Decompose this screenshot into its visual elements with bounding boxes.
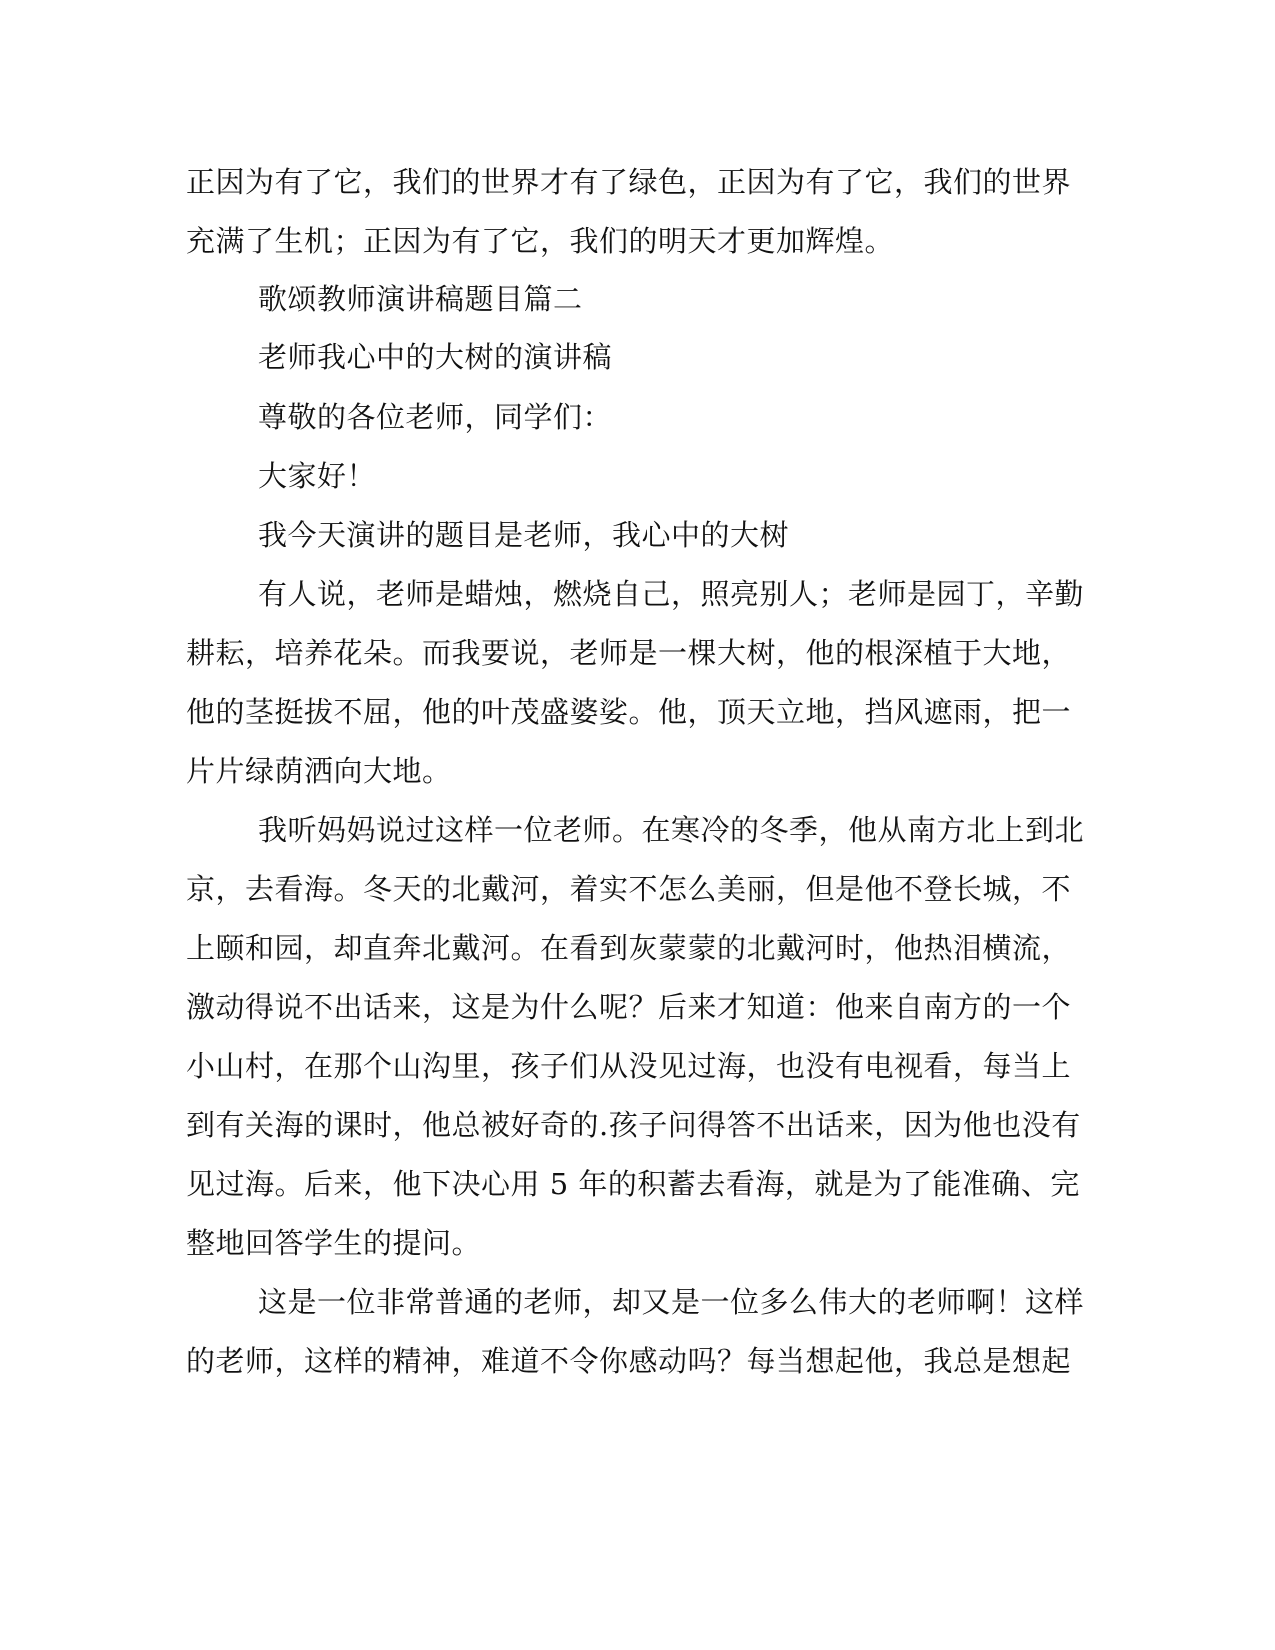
body-line: 这是一位非常普通的老师，却又是一位多么伟大的老师啊！这样 <box>258 1285 1085 1319</box>
speech-title: 老师我心中的大树的演讲稿 <box>258 340 613 374</box>
body-line: 的老师，这样的精神，难道不令你感动吗？每当想起他，我总是想起 <box>186 1344 1072 1378</box>
body-line: 他的茎挺拔不屈，他的叶茂盛婆娑。他，顶天立地，挡风遮雨，把一 <box>186 695 1072 729</box>
salutation: 尊敬的各位老师，同学们： <box>258 400 613 434</box>
body-line: 片片绿荫洒向大地。 <box>186 754 452 788</box>
body-line: 见过海。后来，他下决心用 5 年的积蓄去看海，就是为了能准确、完 <box>186 1167 1080 1201</box>
body-line: 有人说，老师是蜡烛，燃烧自己，照亮别人；老师是园丁，辛勤 <box>258 577 1085 611</box>
body-line: 耕耘，培养花朵。而我要说，老师是一棵大树，他的根深植于大地， <box>186 636 1072 670</box>
body-line: 激动得说不出话来，这是为什么呢？后来才知道：他来自南方的一个 <box>186 990 1072 1024</box>
greeting: 大家好！ <box>258 459 377 493</box>
body-line: 我今天演讲的题目是老师，我心中的大树 <box>258 518 790 552</box>
body-line: 正因为有了它，我们的世界才有了绿色，正因为有了它，我们的世界 <box>186 165 1072 199</box>
body-line: 整地回答学生的提问。 <box>186 1226 482 1260</box>
body-line: 充满了生机；正因为有了它，我们的明天才更加辉煌。 <box>186 224 895 258</box>
body-line: 到有关海的课时，他总被好奇的.孩子问得答不出话来，因为他也没有 <box>186 1108 1081 1142</box>
body-line: 小山村，在那个山沟里，孩子们从没见过海，也没有电视看，每当上 <box>186 1049 1072 1083</box>
body-line: 上颐和园，却直奔北戴河。在看到灰蒙蒙的北戴河时，他热泪横流， <box>186 931 1072 965</box>
body-line: 我听妈妈说过这样一位老师。在寒冷的冬季，他从南方北上到北 <box>258 813 1085 847</box>
body-line: 京，去看海。冬天的北戴河，着实不怎么美丽，但是他不登长城，不 <box>186 872 1072 906</box>
section-heading: 歌颂教师演讲稿题目篇二 <box>258 282 583 316</box>
